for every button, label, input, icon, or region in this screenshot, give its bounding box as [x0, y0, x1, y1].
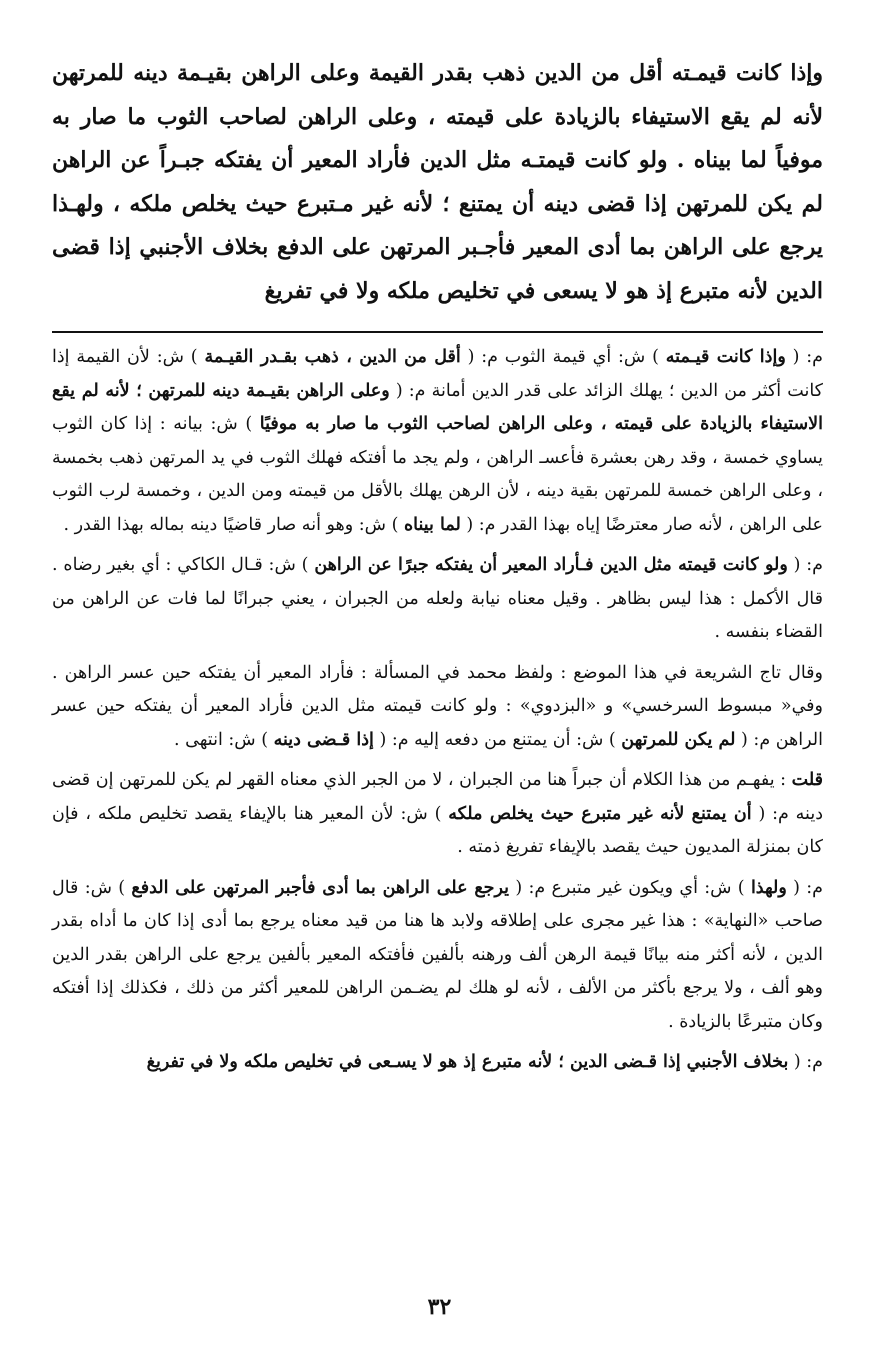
commentary-text: ) ش: وهو أنه صار قاضيًا دينه بماله بهذا القدر . — [63, 514, 404, 535]
commentary-paragraph — [52, 549, 823, 650]
matn-quote: وإذا كانت قيـمته — [665, 347, 786, 367]
footnote-divider — [52, 331, 823, 333]
commentary-paragraph — [52, 1046, 823, 1080]
commentary-text: م: ( — [786, 877, 824, 898]
matn-quote: قلت — [791, 770, 823, 790]
matn-quote: إذا قـضى دينه — [273, 729, 374, 750]
matn-quote: وعلى الراهن بقيـمة دينه للمرتهن ؛ لأنه لم يقع الاستيفاء بالزيادة على قيمته ، وعلى الراهن لصاحب الثوب ما صار به موفيًا — [52, 380, 824, 434]
commentary-paragraph — [52, 764, 823, 865]
matn-quote: لم يكن للمرتهن — [621, 729, 736, 750]
commentary — [52, 341, 823, 1080]
matn-quote: يرجع على الراهن بما أدى فأجبر المرتهن على الدفع — [131, 877, 510, 898]
commentary-text: : يفهـم من هذا الكلام أن جبراً هنا من الجبران ، لا من الجبر الذي معناه القهر لم يكن للمرتهن إن قضى دينه م: ( — [52, 770, 823, 824]
commentary-text: ) ش: انتهى . — [174, 729, 274, 750]
commentary-text: م: ( — [787, 555, 823, 575]
matn-quote: ولهذا — [750, 877, 787, 898]
commentary-paragraph — [52, 657, 823, 758]
commentary-text: م: ( — [785, 347, 824, 367]
commentary-text: ) ش: لأن القيمة إذا كانت أكثر من الدين ؛ يهلك الزائد على قدر الدين أمانة م: ( — [52, 347, 824, 401]
commentary-text: ) ش: أن يمتنع من دفعه إليه م: ( — [373, 729, 622, 750]
commentary-text: م: ( — [788, 1052, 823, 1072]
commentary-text: ) ش: بيانه : إذا كان الثوب يساوي خمسة ، وقد رهن بعشرة فأعسـ الراهن ، ولم يجد ما أفتكه فهلك الثوب في يد المرتهن ذهب بخمسة ، وعلى الراهن خمسة للمرتهن بقية دينه ، لأن الرهن يهلك بالأقل من قيمته ومن الدين ، وخمسة لرب الثوب على الراهن ، لأنه صار معترضًا إياه بهذا القدر م: ( — [52, 414, 823, 535]
page-number: ٣٢ — [427, 1294, 452, 1320]
commentary-paragraph — [52, 872, 823, 1040]
matn-quote: لما بيناه — [403, 514, 461, 535]
matn-quote: أقل من الدين ، ذهب بقـدر القيـمة — [204, 347, 461, 367]
matn-quote: بخلاف الأجنبي إذا قـضى الدين ؛ لأنه متبرع إذ هو لا يسـعى في تخليص ملكه ولا في تفريغ — [146, 1052, 789, 1072]
matn-quote: أن يمتنع لأنه غير متبرع حيث يخلص ملكه — [448, 803, 752, 824]
commentary-text: وقال تاج الشريعة في هذا الموضع : ولفظ محمد في المسألة : فأراد المعير أن يفتكه حين عسر الراهن . وفي« مبسوط السرخسي» و «البزدوي» : ولو كانت قيمته مثل الدين فأراد المعير أن يفتكه حين عسر الراهن م: ( — [52, 662, 823, 750]
commentary-text: ) ش: أي قيمة الثوب م: ( — [460, 347, 666, 367]
commentary-paragraph — [52, 341, 823, 542]
matn-quote: ولو كانت قيمته مثل الدين فـأراد المعير أن يفتكه جبرًا عن الراهن — [314, 555, 788, 575]
commentary-text: ) ش: قال صاحب «النهاية» : هذا غير مجرى على إطلاقه ولابد ها هنا من قيد معناه يرجع بما أدى إذا كان ما أداه بقدر الدين ، لأنه أكثر منه بيانًا قيمة الرهن ألف ورهنه بألفين فأفتكه المعير بألفين يرجع على الراهن بقدر الدين وهو ألف ، ولا يرجع بأكثر من الألف ، لأنه لو هلك لم يضـمن الراهن للمعير أكثر من ذلك ، فكذلك إذا أفتكه وكان متبرعًا بالزيادة . — [52, 877, 823, 1032]
commentary-text: ) ش: قـال الكاكي : أي بغير رضاه . قال الأكمل : هذا ليس بظاهر . وقيل معناه نيابة ولعله من الجبران ، يعني جبرانًا لما فات عن الراهن من القضاء بنفسه . — [52, 555, 823, 642]
commentary-text: ) ش: أي ويكون غير متبرع م: ( — [509, 877, 751, 898]
main-text: وإذا كانت قيمـته أقل من الدين ذهب بقدر القيمة وعلى الراهن بقيـمة دينه للمرتهن لأنه لم يقع الاستيفاء بالزيادة على قيمته ، وعلى الراهن لصاحب الثوب ما صار به موفياً لما بيناه . ولو كانت قيمتـه مثل الدين فأراد المعير أن يفتكه جبـراً عن الراهن لم يكن للمرتهن إذا قضى دينه أن يمتنع ؛ لأنه غير مـتبرع حيث يخلص ملكه ، ولهـذا يرجع على الراهن بما أدى المعير فأجـبر المرتهن على الدفع بخلاف الأجنبي إذا قضى الدين لأنه متبرع إذ هو لا يسعى في تخليص ملكه ولا في تفريغ — [52, 60, 823, 304]
commentary-text: ) ش: لأن المعير هنا بالإيفاء يقصد تخليص ملكه ، فإن كان بمنزلة المديون حيث يقصد بالإيفاء تفريغ ذمته . — [52, 803, 823, 857]
